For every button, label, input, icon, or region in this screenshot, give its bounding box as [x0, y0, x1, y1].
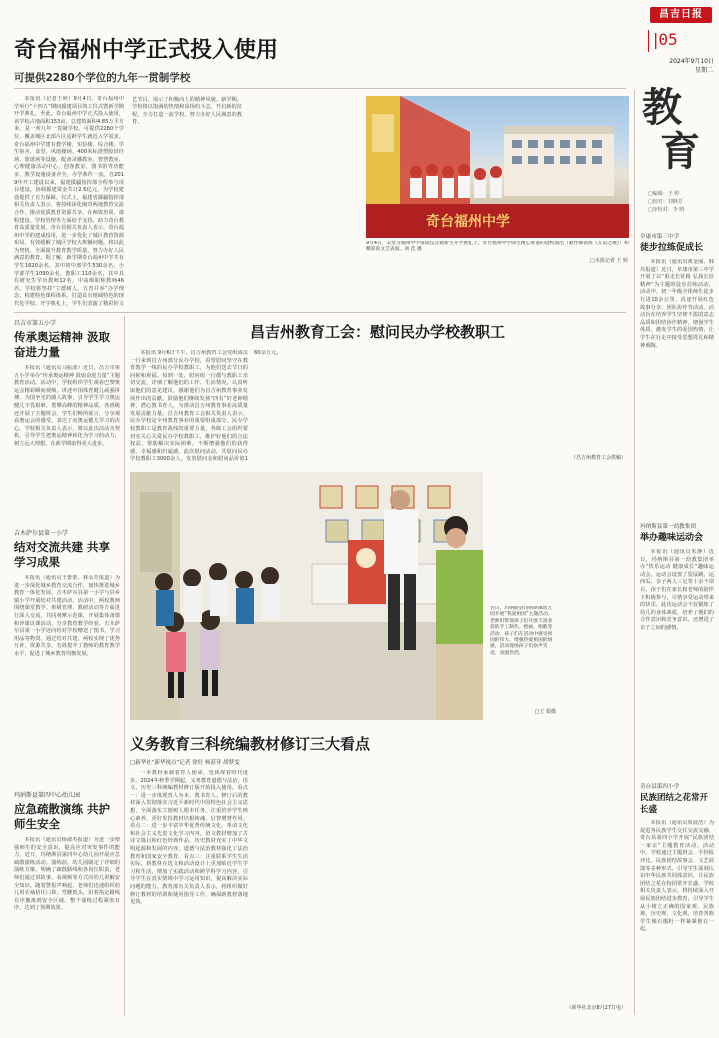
lead-body-text-1: 本报讯（记者王婷）9月4日，奇台福州中学举行“十四五”期间援建项目竣工仪式暨新学期开学典礼。至此，奇台福州中学正式投入使用，该学校占地面积153亩，总建筑面积4.85万平方米，是一所九年一贯制学校，可提供2280个学位，覆盖城区北部片区适龄学生就近入学需求。奇台福州中学建有教学楼、实验楼、综合楼、学生宿舍、食堂、风雨操场、400米标准塑胶田径场、篮球场等设施，配备录播教室、智慧教室、心理健康活动中心、创客教室、图书馆等功能室，教学设施设备齐全，办学条件一流。自2019年开工建设以来，福建援疆指挥部全程参与项目建设，协调援建资金共计2.6亿元，为学校建设提供了有力保障。仪式上，福建省援疆指挥部相关负责人表示，将持续深化闽奇两地教育交流合作，推动优质教育资源共享，在师资培训、课程建设、学校管理等方面给予支持，助力奇台教育高质量发展。奇台县相关负责人表示，奇台福州中学的建成投用，进一步优化了城区教育资源布局，有效缓解了城区学校大班额问题，将以此为契机，全面提升教育教学质量，努力办好人民满意的教育。据了解，新学期奇台福州中学共有学生1620余名，其中初中部学生530余名，小学部学生1090余名，教职工110余名，其中具有研究生学历教师12名，中高级职称教师46名。学校将坚持“立德树人、五育并举”办学理念，构建特色课程体系，打造具有地域特色的现代化学校。开学典礼上，学生们表演了精彩的文 [14, 96, 124, 308]
page-number: 05 [658, 30, 678, 49]
left-story-1 [14, 318, 120, 520]
brand-logo: 昌吉日报 [659, 9, 703, 20]
textbooks-sign: （新华社北京8月27日电） [566, 1005, 626, 1011]
left-story-2 [14, 528, 120, 787]
kindergarten-photo [130, 472, 483, 720]
union-body-col-3 [378, 350, 496, 464]
kindergarten-photo-illustration [130, 472, 483, 720]
left-column-divider [124, 316, 125, 1016]
left-story-3 [14, 790, 120, 1017]
issue-weekday: 星期二 [694, 67, 713, 74]
right-story-1 [640, 232, 714, 531]
right-story-3 [640, 782, 714, 1038]
section-title-char-1: 教 [642, 84, 682, 131]
credit-reviewer: □审校对：李 晴 [648, 207, 685, 213]
left-story-2-text: 本报讯（通讯员王蕾蕾、林永芳报道）为进一步深化城乡教育交流合作，加快推进城乡教育一体化发展，吉木萨尔县第一小学与县乡镇小学开展结对共建活动。活动中，两校教师围绕课堂教学、班级管理、教研活动等方面进行深入交流，共同观摩示范课，开展集体备课和评课议课活动，分享教育教学经验。吉木萨尔县第一小学还向结对学校赠送了图书、学习用品等物资。通过结对共建，两校实现了优势互补、资源共享，有效提升了教师的教育教学水平，促进了城乡教育均衡发展。 [14, 575, 120, 657]
left-story-1-text: 本报讯（通讯员马振波）近日，昌吉市第五小学举办“传承奥运精神 汲取奋进力量”主题教育活动。活动中，学校组织学生观看巴黎奥运会精彩瞬间视频，讲述中国体育健儿顽强拼搏、为国争光的感人故事，引导学生学习奥运健儿不畏艰难、勇攀高峰的精神品质。各班级还开展了主题班会，学生们畅所欲言，分享观看奥运会的感受，表达了向奥运健儿学习的决心。学校相关负责人表示，将以此次活动为契机，引导学生把奥运精神转化为学习的动力，树立远大理想，在新学期取得更大进步。 [14, 365, 120, 447]
lead-photo-illustration [366, 96, 629, 238]
union-body-text-2: 60余万元。 [254, 350, 282, 356]
lead-photo [366, 96, 629, 238]
right-story-3-text: 本报讯（通讯员贾晨浩）为促进各民族学生交往交流交融，奇台县第四小学开展“民族团结一家亲”主题教育活动。活动中，学校通过主题班会、手抄报评比、民族团结故事会、文艺展演等多种形式，引导学生深刻认识中华民族共同体意识，让民族团结之花在校园常开长盛。学校相关负责人表示，将持续深入开展民族团结进步教育，引导学生从小树立正确的国家观、民族观、历史观、文化观，培育各族学生像石榴籽一样紧紧抱在一起。 [640, 820, 714, 933]
lead-byline: □本报记者 王 婷 [590, 258, 628, 264]
lead-photo-sign: 奇台福州中学 [426, 214, 510, 230]
lead-headline: 奇台福州中学正式投入使用 [14, 37, 279, 63]
textbooks-body-col-1 [130, 770, 248, 1014]
union-body-text-1: 本报讯 9月6日下午，昌吉州教育工会党组成员一行来到昌吉州部分民办学校，看望慰问坚守在教育教学一线的民办学校教职工，为他们送去节日的问候和祝福。每到一处，慰问组一行都与教职工亲切交流，详细了解他们的工作、生活情况，认真听取他们的意见建议，感谢他们为昌吉州教育事业发展作出的贡献，鼓励他们继续发扬“四有”好老师精神，潜心教书育人，为推动昌吉州教育事业高质量发展贡献力量。昌吉州教育工会相关负责人表示，民办学校是全州教育事业的重要组成部分，民办学校教职工是教育战线的重要力量，各级工会组织要切实关心关爱民办学校教职工，维护好他们的合法权益，帮助解决实际困难，不断增强他们的获得感、幸福感和归属感。此次慰问活动，共慰问民办学校教职工3000余人，发放慰问金和慰问品价值1 [130, 350, 248, 463]
union-headline: 昌吉州教育工会：慰问民办学校教职工 [249, 323, 505, 341]
right-story-2-title: 举办趣味运动会 [640, 533, 704, 543]
textbooks-credit: □新华社“新华视点”记者 徐壮 杨湛菲 胡梦雯 [130, 760, 240, 766]
right-story-2 [640, 522, 714, 773]
union-body-col-4 [502, 350, 626, 450]
section-title [642, 86, 712, 190]
lead-photo-caption: 9月4日，吴堂分福州中学落成仪式暨新生开学典礼上，奇台福州中学师生精心准备的进校演出（歌伴舞表演《友谊之歌》）和精彩的文艺表演。刘 佳 摄 [366, 241, 629, 253]
lead-body-col-4 [366, 268, 492, 308]
left-story-1-body [14, 365, 120, 520]
textbooks-headline: 义务教育三科统编教材修订三大看点 [130, 735, 371, 753]
right-column-divider [634, 90, 635, 1015]
lead-bottom-rule [14, 312, 626, 313]
credit-editor: □编辑：王 婷 [648, 191, 680, 197]
editor-credits [648, 190, 714, 214]
right-story-1-text: 本报讯（通讯员黄金丽、韩丹报道）近日，阜康市第三中学开展了以“重走长征路 弘扬长征精神”为主题的徒步拉练活动。活动中，初一年级全体师生徒步行进10余公里，沿途开展红色故事分享、团队协作等活动。活动旨在培养学生坚韧不拔的意志品质和团结协作精神，增强学生体质，激发学生的爱国热情，让学生在行走中接受思想洗礼和精神熏陶。 [640, 259, 714, 349]
right-story-2-body [640, 549, 714, 773]
right-story-1-org: 阜康市第三中学 [640, 234, 680, 240]
right-story-2-org: 玛纳斯县第一幼教集团 [640, 524, 696, 530]
lead-body-col-3 [250, 96, 360, 308]
textbooks-body-col-4 [502, 740, 626, 1002]
union-body-col-2 [254, 350, 372, 464]
page-number-box: |05 [648, 30, 713, 52]
left-story-3-text: 本报讯（通讯员杨淑英报道）为进一步增强师生的安全意识，提高应对突发事件的能力，近日，玛纳斯县第四中心幼儿园开展应急疏散演练活动。演练前，幼儿园制定了详细的演练方案，明确了疏散路线和各岗位职责，老师们通过讲故事、看视频等方式向幼儿讲解安全知识。随着警报声响起，老师们迅速组织幼儿用衣袖捂住口鼻、弯腰低头，沿着指定路线有序撤离到安全区域。整个演练过程紧张有序，达到了预期效果。 [14, 837, 120, 912]
section-title-char-2: 育 [660, 128, 700, 175]
lead-top-rule [14, 88, 626, 89]
left-story-1-title: 传承奥运精神 汲取奋进力量 [14, 330, 111, 359]
lead-body-col-5 [500, 268, 628, 308]
masthead [650, 7, 712, 23]
kindergarten-caption: 近日，玛纳斯县玛纳斯镇幼儿园开展“我爱祖国”主题活动，老师们带领孩子们开展丰富多彩的手工制作、绘画、唱歌等活动，孩子们在活动中感受祖国的伟大，增强热爱祖国的情感，活动现场孩子们欢声笑语，氛围热烈。 [490, 606, 553, 656]
lead-body-col-1 [14, 96, 124, 308]
textbooks-body-text-1: 一本教材承载着育人使命，也体现着时代进步。2024年秋季学期起，义务教育道德与法治、语文、历史三科统编教材修订版开始投入使用。看点一：进一步体现育人为本、教书育人。修订后的教材深入贯彻落实习近平新时代中国特色社会主义思想，全面落实立德树人根本任务，注重培养学生核心素养，更好发挥教材培根铸魂、启智增慧作用。看点二：进一步丰富中华优秀传统文化、革命文化和社会主义先进文化学习内容。语文教材增加了古诗文篇目和红色经典作品，历史教材充实了中华文明起源和发展的内容，道德与法治教材强化了法治教育和国家安全教育。看点三：注重联系学生生活实际。新教材在选文和活动设计上更加贴近学生学习和生活，增加了实践活动和跨学科学习内容，引导学生在真实情境中学习运用知识，提高解决实际问题的能力。教育部有关负责人表示，将组织做好修订教材的培训和使用指导工作，确保新教材落地见效。 [130, 770, 248, 906]
right-story-3-title: 民族团结之花常开长盛 [640, 793, 709, 815]
right-story-3-body [640, 820, 714, 1038]
textbooks-body-col-2 [254, 770, 372, 1014]
right-story-1-title: 徒步拉练促成长 [640, 243, 704, 253]
lead-body-text-2: 艺节目，展示了积极向上的精神风貌。新学期，学校将以饱满的热情和昂扬的斗志，开启新的征程，全力打造一流学校，努力办好人民满意的教育。 [132, 96, 242, 126]
lead-body-col-2 [132, 96, 242, 308]
right-story-1-body [640, 259, 714, 531]
textbooks-body-col-3 [378, 740, 496, 1014]
left-story-3-body [14, 837, 120, 1017]
left-story-2-body [14, 575, 120, 787]
issue-date: 2024年9月10日 [669, 58, 714, 65]
kindergarten-byline: □王 娟摄 [534, 709, 556, 715]
left-story-3-org: 玛纳斯县第四中心幼儿园 [14, 792, 81, 799]
left-story-1-org: 昌吉市第五小学 [14, 320, 57, 327]
left-story-3-title: 应急疏散演练 共护师生安全 [14, 802, 111, 831]
left-story-2-title: 结对交流共建 共享学习成果 [14, 540, 111, 569]
union-body-col-1 [130, 350, 248, 464]
credit-proofreader: □校对：刘继芳 [648, 199, 683, 205]
union-byline: （昌吉州教育工会供稿） [570, 455, 626, 461]
left-story-2-org: 吉木萨尔县第一小学 [14, 530, 69, 537]
right-story-2-text: 本报讯（通讯员朱静）近日，玛纳斯县第一幼教集团举办“快乐运动 健康成长”趣味运动会。运动会设置了袋鼠跳、运西瓜、亲子两人三足等十余个项目，孩子们在家长和老师的陪伴下积极参与，尽情享受运动带来的快乐。此次运动会不仅锻炼了幼儿的身体素质，培养了他们的合作意识和竞争意识，还增进了亲子之间的感情。 [640, 549, 714, 631]
right-story-3-org: 奇台县第四小学 [640, 784, 680, 790]
lead-subhead: 可提供2280个学位的九年一贯制学校 [14, 72, 191, 84]
